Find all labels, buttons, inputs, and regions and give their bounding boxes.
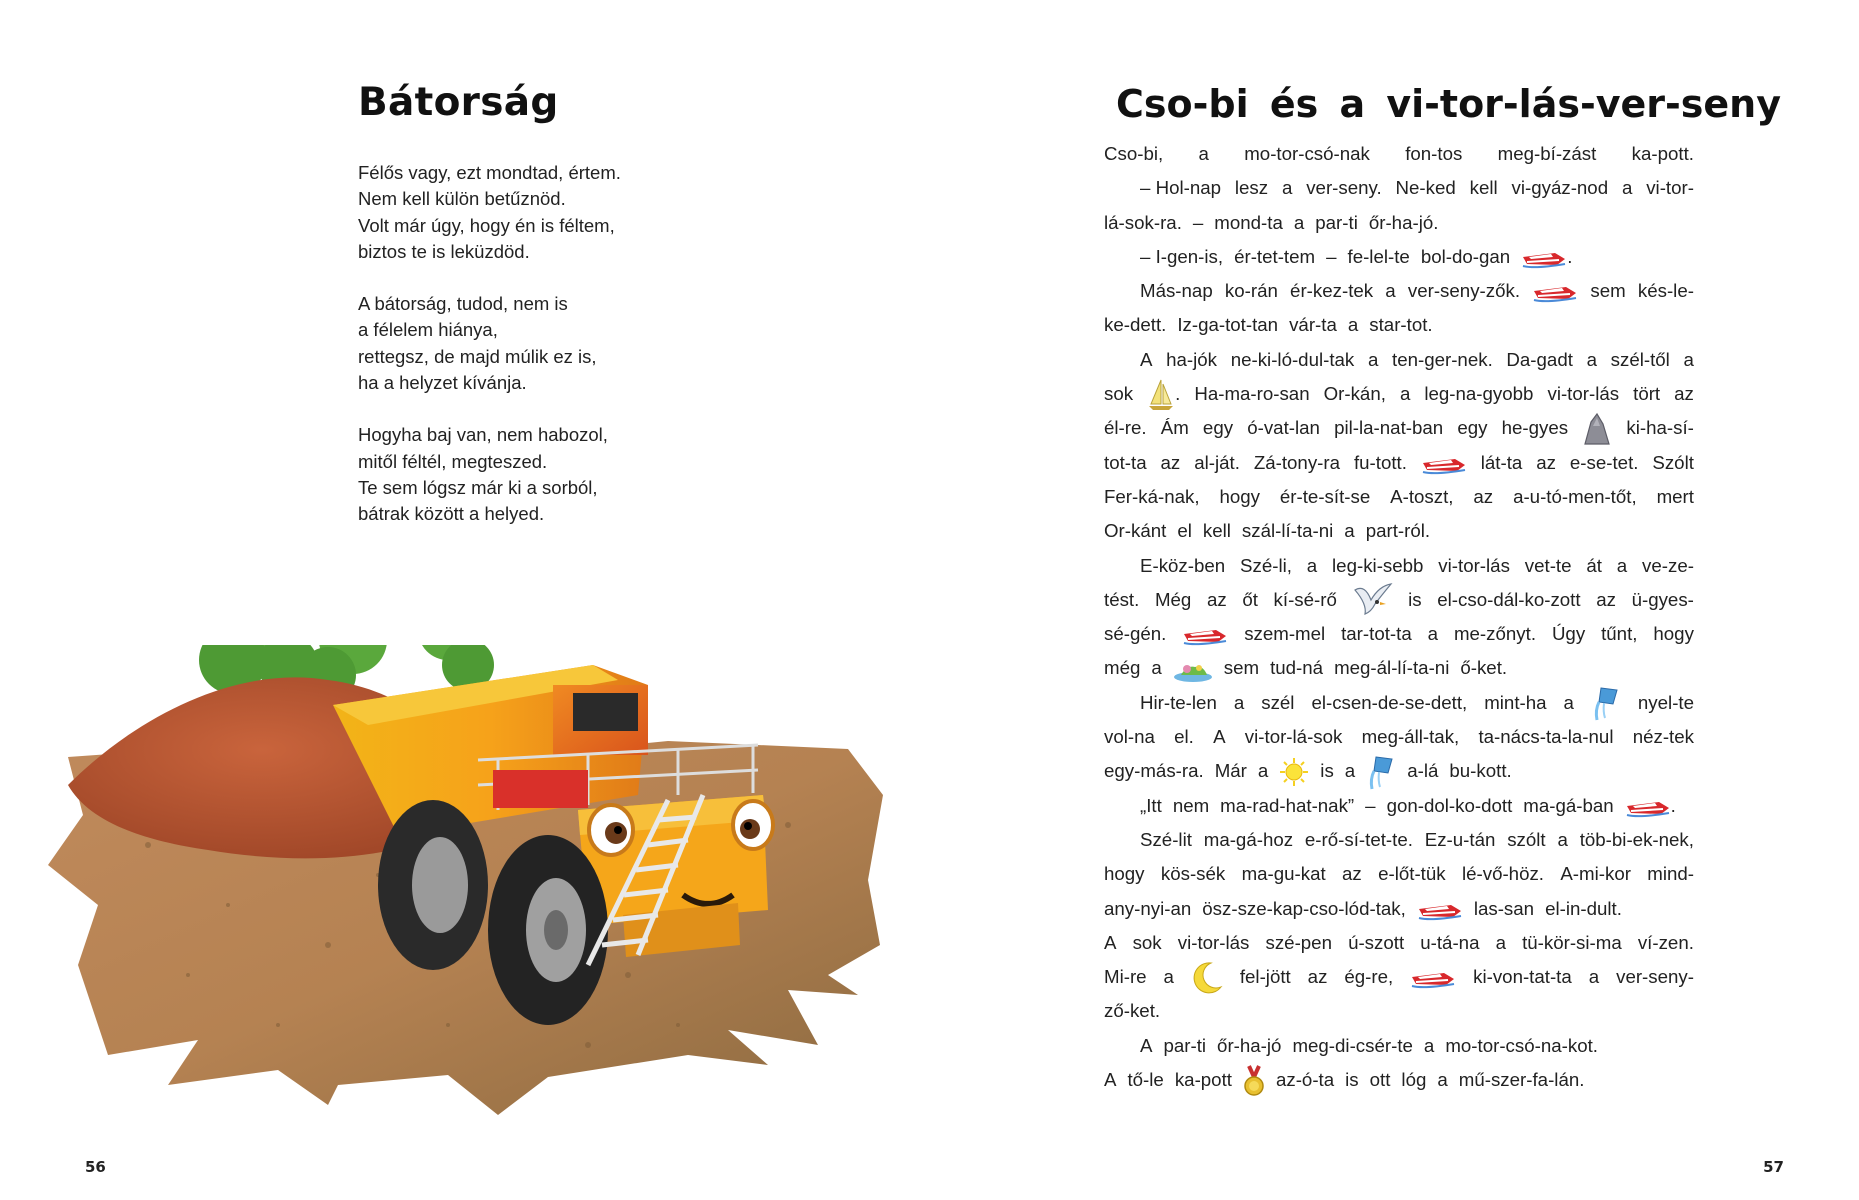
story-word: ér-te-sít-se — [1279, 485, 1371, 507]
story-word: el — [1177, 520, 1192, 542]
story-word: A — [1140, 1034, 1153, 1056]
story-word: Or-kánt — [1104, 520, 1167, 542]
story-word: a — [1557, 828, 1568, 850]
story-word: A-toszt, — [1390, 485, 1454, 507]
story-text — [1104, 137, 1694, 1097]
story-word: el-cso-dál-ko-zott — [1437, 588, 1581, 610]
poem-stanza — [358, 422, 621, 527]
story-word: a — [1588, 966, 1600, 988]
story-word: bu-kott. — [1449, 760, 1512, 782]
story-word: A — [1104, 931, 1117, 953]
poem-line: Te sem lógsz már ki a sorból, — [358, 476, 598, 498]
story-word: lesz — [1234, 177, 1269, 199]
story-word: vi-tor-lás — [1177, 931, 1250, 953]
poem-stanza — [358, 291, 621, 396]
story-word: ví-zen. — [1637, 931, 1694, 953]
story-word: ér-tet-tem — [1234, 245, 1316, 267]
poem-line: ha a helyzet kívánja. — [358, 372, 527, 394]
moon-icon — [1191, 960, 1223, 995]
story-word: Ám — [1160, 417, 1189, 439]
motorboat-icon — [1421, 446, 1467, 480]
story-word: is — [1345, 1069, 1359, 1091]
story-word: Szé-li, — [1240, 554, 1292, 576]
story-line — [1104, 308, 1694, 342]
word-group — [1625, 789, 1676, 823]
story-word: őr-ha-jó — [1217, 1034, 1282, 1056]
story-line — [1104, 514, 1694, 548]
story-word: – I-gen-is, — [1140, 245, 1224, 267]
story-word: Más-nap — [1140, 280, 1213, 302]
story-word: mond-ta — [1214, 211, 1283, 233]
punctuation: . — [1670, 794, 1676, 816]
story-word: tü-kör-si-ma — [1522, 931, 1622, 953]
story-line — [1104, 994, 1694, 1028]
story-word: tört — [1633, 383, 1661, 405]
story-word: vi-tor- — [1646, 177, 1694, 199]
story-word: leg-na-gyobb — [1424, 383, 1534, 405]
story-word: al-ját. — [1194, 451, 1240, 473]
story-word: a — [1683, 348, 1694, 370]
story-word: ve-ze- — [1642, 554, 1694, 576]
water-jug-icon — [1366, 753, 1396, 791]
story-word: pil-la-nat-ban — [1334, 417, 1444, 439]
rock-icon — [1582, 411, 1612, 446]
poem-line: biztos te is leküzdöd. — [358, 240, 530, 262]
poem-line: a félelem hiánya, — [358, 319, 498, 341]
story-word: Szé-lit — [1140, 828, 1192, 850]
story-word: lá-sok-ra. — [1104, 211, 1182, 233]
story-word: ka-pott — [1174, 1069, 1232, 1091]
motorboat-icon — [1521, 240, 1567, 274]
story-word: star-tot. — [1369, 314, 1433, 336]
story-line — [1104, 926, 1694, 960]
story-word: ma-gu-kat — [1241, 863, 1326, 885]
story-word: ki-ha-sí- — [1626, 417, 1694, 439]
story-line — [1104, 651, 1694, 685]
story-line — [1104, 377, 1694, 411]
story-word: ta-nács-ta-la-nul — [1478, 726, 1614, 748]
story-word: a — [1293, 211, 1305, 233]
story-word: – — [1326, 245, 1337, 267]
story-word: szólt — [1507, 828, 1546, 850]
story-word: sem — [1223, 657, 1260, 679]
story-word: tud-ná — [1270, 657, 1324, 679]
poem-line: A bátorság, tudod, nem is — [358, 293, 568, 315]
story-word: Zá-tony-ra — [1253, 451, 1341, 473]
story-word: el-in-dult. — [1545, 897, 1622, 919]
story-word: ka-pott. — [1631, 143, 1694, 164]
story-word: is — [1320, 760, 1334, 782]
story-word: ő-ket. — [1460, 657, 1508, 679]
story-word: tűnt, — [1601, 623, 1638, 645]
story-word: „Itt — [1140, 794, 1162, 816]
story-word: az — [1342, 863, 1362, 885]
story-word: az — [1596, 588, 1616, 610]
story-word: e-se-tet. — [1569, 451, 1639, 473]
story-word: E-köz-ben — [1140, 554, 1226, 576]
story-word: az — [1307, 966, 1328, 988]
story-word: – — [1192, 211, 1204, 233]
story-word: fu-tott. — [1353, 451, 1407, 473]
story-line — [1104, 857, 1694, 891]
story-word: e-rő-sí-tet-te. — [1304, 828, 1413, 850]
story-word: nem — [1172, 794, 1210, 816]
story-word: el. — [1174, 726, 1194, 748]
story-word: a — [1198, 143, 1209, 164]
poem-line: Volt már úgy, hogy én is féltem, — [358, 214, 615, 236]
punctuation: . — [1175, 383, 1181, 405]
story-word: mind- — [1647, 863, 1694, 885]
story-word: A-mi-kor — [1560, 863, 1631, 885]
story-word: – — [1365, 794, 1376, 816]
story-word: a — [1616, 554, 1628, 576]
story-word: ma-gá-hoz — [1203, 828, 1294, 850]
story-word: Még — [1154, 588, 1192, 610]
story-word: ko-rán — [1224, 280, 1278, 302]
story-word: ke-dett. — [1104, 314, 1167, 336]
sun-icon — [1279, 754, 1309, 788]
story-word: néz-tek — [1632, 726, 1694, 748]
story-word: kell — [1469, 177, 1498, 199]
story-word: Cso-bi, — [1104, 143, 1164, 164]
story-word: he-gyes — [1501, 417, 1569, 439]
motorboat-icon — [1182, 617, 1228, 651]
story-word: Úgy — [1551, 623, 1586, 645]
story-word: az-ó-ta — [1275, 1069, 1335, 1091]
story-word: egy-más-ra. — [1104, 760, 1204, 782]
story-word: a — [1423, 1034, 1435, 1056]
water-jug-icon — [1591, 684, 1621, 722]
story-word: a — [1437, 1069, 1448, 1091]
story-word: A — [1104, 1069, 1117, 1091]
story-word: ző-ket. — [1104, 1000, 1161, 1022]
story-word: Da-gadt — [1506, 348, 1573, 370]
story-word: az — [1473, 485, 1494, 507]
story-word: u-tá-na — [1420, 931, 1480, 953]
story-word: meg-di-csér-te — [1292, 1034, 1413, 1056]
story-word: Iz-ga-tot-tan — [1177, 314, 1279, 336]
story-word: át — [1586, 554, 1602, 576]
story-word: őt — [1242, 588, 1258, 610]
story-word: a — [1306, 554, 1318, 576]
story-word: ver-seny-zők. — [1407, 280, 1521, 302]
story-word: ver-seny. — [1306, 177, 1382, 199]
story-line — [1104, 171, 1694, 205]
story-word: nyel-te — [1637, 691, 1694, 713]
story-word: Ez-u-tán — [1424, 828, 1496, 850]
story-word: meg-bí-zást — [1497, 143, 1597, 164]
story-word: kell — [1202, 520, 1231, 542]
story-word: is — [1408, 588, 1422, 610]
story-word: még — [1104, 657, 1141, 679]
story-word: az — [1536, 451, 1556, 473]
story-word: Fer-ká-nak, — [1104, 485, 1200, 507]
story-word: tést. — [1104, 588, 1140, 610]
story-word: vet-te — [1524, 554, 1572, 576]
story-line — [1104, 754, 1694, 788]
story-word: Or-kán, — [1323, 383, 1386, 405]
story-word: tar-tot-ta — [1341, 623, 1412, 645]
story-word: töb-bi-ek-nek, — [1579, 828, 1694, 850]
story-word: ú-szott — [1348, 931, 1405, 953]
story-line — [1104, 240, 1694, 274]
story-title: Cso-bi és a vi-tor-lás-ver-seny — [1116, 82, 1782, 126]
story-line — [1104, 446, 1694, 480]
story-word: sok — [1104, 383, 1134, 405]
poem-line: rettegsz, de majd múlik ez is, — [358, 345, 597, 367]
story-word: leg-ki-sebb — [1332, 554, 1424, 576]
story-word: any-nyi-an — [1104, 897, 1192, 919]
story-word: a — [1257, 760, 1269, 782]
story-word: meg-áll-tak, — [1361, 726, 1460, 748]
story-line — [1104, 480, 1694, 514]
story-line — [1104, 411, 1694, 445]
story-word: a-lá — [1407, 760, 1439, 782]
story-line — [1104, 720, 1694, 754]
story-word: tot-ta — [1104, 451, 1147, 473]
story-line — [1104, 343, 1694, 377]
story-word: ég-re, — [1344, 966, 1394, 988]
story-word: ten-ger-nek. — [1392, 348, 1493, 370]
poem-line: Félős vagy, ezt mondtad, értem. — [358, 162, 621, 183]
story-word: a — [1427, 623, 1439, 645]
story-line — [1104, 960, 1694, 994]
story-word: kés-le- — [1637, 280, 1694, 302]
page-number-right: 57 — [1763, 1158, 1784, 1176]
story-word: kös-sék — [1160, 863, 1226, 885]
story-word: szál-lí-ta-ni — [1241, 520, 1334, 542]
story-word: ma-gá-ban — [1523, 794, 1614, 816]
story-word: egy — [1457, 417, 1488, 439]
story-word: tő-le — [1127, 1069, 1164, 1091]
story-word: a — [1344, 760, 1356, 782]
story-word: a — [1151, 657, 1162, 679]
story-word: ér-kez-tek — [1290, 280, 1374, 302]
story-line — [1104, 206, 1694, 240]
story-word: ma-rad-hat-nak” — [1220, 794, 1355, 816]
story-word: ha-jók — [1166, 348, 1218, 370]
story-word: mo-tor-csó-nak — [1244, 143, 1370, 164]
motorboat-icon — [1625, 789, 1671, 823]
story-word: las-san — [1473, 897, 1535, 919]
poem-line: Hogyha baj van, nem habozol, — [358, 424, 608, 446]
story-line — [1104, 617, 1694, 651]
story-word: a — [1233, 691, 1245, 713]
story-word: ver-seny- — [1616, 966, 1694, 988]
story-word: a — [1495, 931, 1506, 953]
story-word: par-ti — [1315, 211, 1358, 233]
story-line — [1104, 686, 1694, 720]
story-line — [1104, 1029, 1694, 1063]
motorboat-icon — [1417, 892, 1463, 926]
story-word: fon-tos — [1405, 143, 1463, 164]
story-word: sok — [1132, 931, 1162, 953]
story-word: meg-ál-lí-ta-ni — [1334, 657, 1450, 679]
poem — [358, 160, 621, 554]
story-word: az — [1206, 588, 1227, 610]
story-word: Ha-ma-ro-san — [1194, 383, 1310, 405]
story-word: a — [1163, 966, 1174, 988]
story-word: Szólt — [1652, 451, 1694, 473]
story-word: a — [1586, 348, 1597, 370]
story-word: szél — [1261, 691, 1295, 713]
story-word: vi-tor-lás — [1438, 554, 1510, 576]
motorboat-icon — [1532, 274, 1578, 308]
story-word: él-re. — [1104, 417, 1147, 439]
story-line — [1104, 583, 1694, 617]
story-word: fe-lel-te — [1347, 245, 1410, 267]
story-word: par-ti — [1163, 1034, 1207, 1056]
story-word: a — [1281, 177, 1293, 199]
story-word: bol-do-gan — [1420, 245, 1511, 267]
dump-truck-illustration — [28, 645, 908, 1115]
story-word: Mi-re — [1104, 966, 1147, 988]
story-word: lé-vő-höz. — [1461, 863, 1545, 885]
story-line — [1104, 892, 1694, 926]
story-line — [1104, 274, 1694, 308]
story-word: Hir-te-len — [1140, 691, 1217, 713]
word-group — [1147, 377, 1180, 412]
story-word: ó-vat-lan — [1247, 417, 1320, 439]
story-word: gon-dol-ko-dott — [1386, 794, 1513, 816]
story-word: ott — [1369, 1069, 1391, 1091]
right-page — [929, 0, 1859, 1200]
story-word: vi-tor-lás — [1547, 383, 1620, 405]
story-word: a-u-tó-men-tőt, — [1513, 485, 1637, 507]
story-word: az — [1674, 383, 1694, 405]
story-word: e-lőt-tük — [1378, 863, 1446, 885]
story-word: A — [1140, 348, 1153, 370]
story-word: ösz-sze-kap-cso-lód-tak, — [1202, 897, 1406, 919]
story-word: el-csen-de-se-dett, — [1311, 691, 1468, 713]
story-line — [1104, 137, 1694, 171]
story-word: sem — [1590, 280, 1626, 302]
story-word: a — [1563, 691, 1574, 713]
story-word: mű-szer-fa-lán. — [1458, 1069, 1585, 1091]
story-word: őr-ha-jó. — [1368, 211, 1439, 233]
story-word: A — [1213, 726, 1226, 748]
story-word: lóg — [1401, 1069, 1427, 1091]
poem-line: Nem kell külön betűznöd. — [358, 188, 566, 210]
poem-stanza — [358, 160, 621, 265]
story-word: ki-von-tat-ta — [1473, 966, 1572, 988]
medal-icon — [1243, 1063, 1265, 1097]
story-word: me-zőnyt. — [1453, 623, 1537, 645]
story-word: Ne-ked — [1395, 177, 1456, 199]
story-word: vi-tor-lá-sok — [1244, 726, 1343, 748]
story-word: a — [1344, 520, 1355, 542]
story-word: vol-na — [1104, 726, 1155, 748]
punctuation: . — [1567, 245, 1573, 267]
story-word: a — [1347, 314, 1359, 336]
story-word: ne-ki-ló-dul-tak — [1230, 348, 1355, 370]
story-line — [1104, 549, 1694, 583]
story-word: ü-gyes- — [1631, 588, 1694, 610]
poem-line: mitől féltél, megteszed. — [358, 450, 548, 472]
story-word: fel-jött — [1239, 966, 1291, 988]
story-word: egy — [1202, 417, 1234, 439]
seagull-icon — [1353, 582, 1393, 618]
story-word: a — [1367, 348, 1379, 370]
story-word: hogy — [1104, 863, 1145, 885]
story-word: hogy — [1219, 485, 1260, 507]
left-page — [0, 0, 929, 1200]
story-word: kí-sé-rő — [1273, 588, 1337, 610]
story-word: a — [1399, 383, 1411, 405]
story-word: hogy — [1653, 623, 1694, 645]
story-word: az — [1160, 451, 1181, 473]
story-word: vár-ta — [1289, 314, 1337, 336]
island-icon — [1173, 651, 1213, 685]
story-line — [1104, 789, 1694, 823]
poem-line: bátrak között a helyed. — [358, 503, 545, 525]
story-word: mert — [1656, 485, 1694, 507]
story-word: part-ról. — [1365, 520, 1431, 542]
story-word: szél-től — [1610, 348, 1670, 370]
story-word: Már — [1214, 760, 1247, 782]
story-word: lát-ta — [1480, 451, 1523, 473]
story-word: a — [1621, 177, 1633, 199]
word-group — [1521, 240, 1572, 274]
story-word: vi-gyáz-nod — [1511, 177, 1609, 199]
story-word: a — [1385, 280, 1396, 302]
poem-title: Bátorság — [358, 80, 559, 125]
story-word: szem-mel — [1244, 623, 1326, 645]
sailboat-icon — [1147, 377, 1175, 412]
story-line — [1104, 823, 1694, 857]
story-line — [1104, 1063, 1694, 1097]
story-word: mo-tor-csó-na-kot. — [1445, 1034, 1598, 1056]
story-word: szé-pen — [1265, 931, 1332, 953]
story-word: sé-gén. — [1104, 623, 1167, 645]
motorboat-icon — [1410, 960, 1456, 994]
story-word: mint-ha — [1484, 691, 1547, 713]
page-number-left: 56 — [85, 1158, 106, 1176]
story-word: – Hol-nap — [1140, 177, 1222, 199]
